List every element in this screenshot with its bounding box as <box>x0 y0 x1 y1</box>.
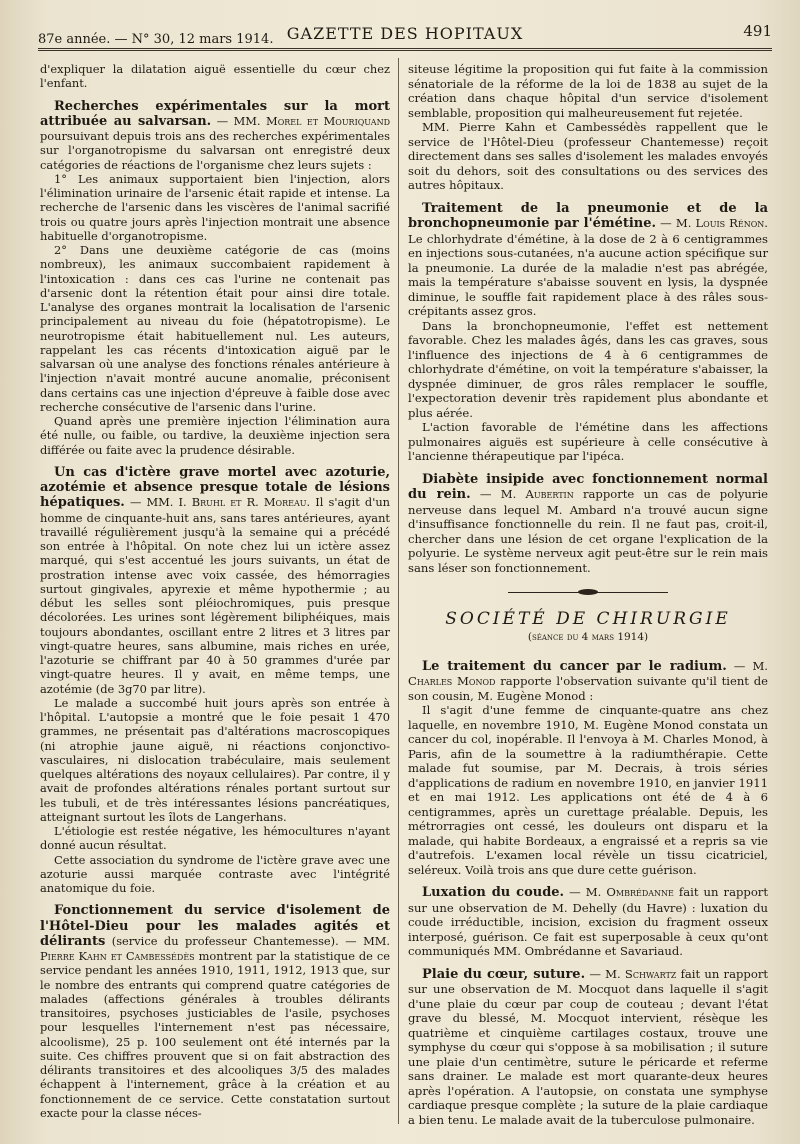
article-paragraph: Quand après une première injection l'élimination aura été nulle, ou faible, ou tardive, la deuxième injection sera différée ou faite avec la prudence désirable. <box>40 414 390 457</box>
article-paragraph: Un cas d'ictère grave mortel avec azoturie, azotémie et absence presque totale de lésions hépatiques. — MM. I. Bruhl et R. Moreau. Il s'agit d'un homme de cinquante-huit ans, sans tares antérieures, ayant travaillé régulièrement jusqu'à la semaine qui a précédé son entrée à l'hôpital. On note chez lui un ictère assez marqué, qui s'est accentué les jours suivants, un état de prostration intense avec voix cassée, des hémorragies surtout gingivales, apyrexie et même hypothermie ; au début les selles sont pléiochromiques, puis presque décolorées. Les urines sont légèrement biliphéiques, mais toujours abondantes, oscillant entre 2 litres et 3 litres par vingt-quatre heures, sans albumine, mais riches en urée, l'azoturie se chiffrant par 40 à 50 grammes d'urée par vingt-quatre heures. Il y avait, en même temps, une azotémie (de 3g70 par litre). <box>40 464 390 696</box>
article-paragraph: 1° Les animaux supportaient bien l'injection, alors l'élimination urinaire de l'arsenic était rapide et intense. La recherche de l'arsenic dans les viscères de l'animal sacrifié trois ou quatre jours après l'injection montrait une absence habituelle d'organotropisme. <box>40 171 390 243</box>
article-text: Le chlorhydrate d'émétine, à la dose de 2 à 6 centigrammes en injections sous-cutanées, n'a aucune action spécifique sur la pneumonie. La durée de la maladie n'est pas abrégée, mais la température s'abaisse souvent en lysis, la dyspnée diminue, le souffle fait rapidement place à des râles sous-crépitants assez gros. <box>408 231 768 318</box>
page-header <box>38 18 772 48</box>
session-date: (séance du 4 mars 1914) <box>527 631 649 643</box>
article-subtitle: (service du professeur Chantemesse). <box>111 933 339 948</box>
article-title: Fonctionnement du service d'isolement de l'Hôtel-Dieu pour les malades agités et délirants <box>40 903 390 949</box>
article-title: Un cas d'ictère grave mortel avec azoturie, azotémie et absence presque totale de lésions hépatiques. <box>40 464 390 511</box>
article-ictere <box>40 465 390 896</box>
article-authors: M. Louis Rénon. <box>675 216 768 230</box>
article-authors: MM. Morel et Mouriquand <box>233 113 390 128</box>
right-column <box>408 62 768 1127</box>
article-paragraph: 2° Dans une deuxième catégorie de cas (moins nombreux), les animaux succombaient rapidement à l'intoxication : dans ces cas l'urine ne contenait pas d'arsenic dont la rétention était pour ainsi dire totale. L'analyse des organes montrait la localisation de l'arsenic principalement au niveau du foie (hépatotropisme). Le neurotropisme était habituellement nul. Les auteurs, rappelant les cas récents d'intoxication aiguë par le salvarsan où une analyse des fonctions rénales antérieure à l'injection n'avait montré aucune anomalie, préconisent dans certains cas une injection d'épreuve à faible dose avec recherche consécutive de l'arsenic dans l'urine. <box>40 243 390 414</box>
article-authors: M. Aubertin <box>500 487 574 501</box>
article-paragraph: Recherches expérimentales sur la mort attribuée au salvarsan. — MM. Morel et Mouriquand poursuivant depuis trois ans des recherches expérimentales sur l'organotropisme du salvarsan ont enregistré deux catégories de réactions de l'organisme chez leurs sujets : <box>40 98 390 172</box>
article-authors: M. Charles Monod <box>408 658 768 688</box>
article-authors: MM. Pierre Kahn et Cambessédès <box>40 933 391 963</box>
article-text: poursuivant depuis trois ans des recherches expérimentales sur l'organotropisme du salvarsan ont enregistré deux catégories de réactions de l'organisme chez leurs sujets : <box>40 129 390 172</box>
article-paragraph: Fonctionnement du service d'isolement de l'Hôtel-Dieu pour les malades agités et délirants (service du professeur Chantemesse). — MM. Pierre Kahn et Cambessédès montrent par la statistique de ce service pendant les années 1910, 1911, 1912, 1913 que, sur le nombre des entrants qui comprend quatre catégories de malades (affections générales à troubles délirants transitoires, psychoses justiciables de l'asile, psychoses pour lesquelles l'internement n'est pas nécessaire, alcoolisme), 25 p. 100 seulement ont été internés par la suite. Ces chiffres prouvent que si on fait abstraction des délirants transitoires et des alcooliques 3/5 des malades échappent à l'internement, grâce à la création et au fonctionnement de ce service. Cette constatation surtout exacte pour la classe néces- <box>40 903 391 1120</box>
article-diabete <box>408 472 768 576</box>
article-title: Le traitement du cancer par le radium. <box>422 658 727 674</box>
article-plaie-coeur <box>408 967 768 1128</box>
journal-title: GAZETTE DES HOPITAUX <box>286 24 524 43</box>
header-rule <box>38 48 772 49</box>
article-paragraph: Dans la bronchopneumonie, l'effet est nettement favorable. Chez les malades âgés, dans les cas graves, sous l'influence des injections de 4 à 6 centigrammes de chlorhydrate d'émétine, on voit la température s'abaisser, la dyspnée diminuer, de gros râles remplacer le souffle, l'expectoration devenir très rapidement plus abondante et plus aérée. <box>408 318 768 420</box>
column-divider <box>398 58 399 1124</box>
article-paragraph: L'action favorable de l'émétine dans les affections pulmonaires aiguës est supérieure à celle consécutive à l'ancienne thérapeutique par l'ipéca. <box>408 420 768 463</box>
article-text: Il s'agit d'un homme de cinquante-huit ans, sans tares antérieures, ayant travaillé régulièrement jusqu'à la semaine qui a précédé son entrée à l'hôpital. On note chez lui un ictère assez marqué, qui s'est accentué les jours suivants, un état de prostration intense avec voix cassée, des hémorragies surtout gingivales, apyrexie et même hypothermie ; au début les selles sont pléiochromiques, puis presque décolorées. Les urines sont légèrement biliphéiques, mais toujours abondantes, oscillant entre 2 litres et 3 litres par vingt-quatre heures, sans albumine, mais riches en urée, l'azoturie se chiffrant par 40 à 50 grammes d'urée par vingt-quatre heures. Il y avait, en même temps, une azotémie (de 3g70 par litre). <box>40 495 390 696</box>
article-coude <box>408 885 768 959</box>
article-text: montrent par la statistique de ce service pendant les années 1910, 1911, 1912, 1913 que, sur le nombre des entrants qui comprend quatre catégories de malades (affections générales à troubles délirants transitoires, psychoses justiciables de l'asile, psychoses pour lesquelles l'internement n'est pas nécessaire, alcoolisme), 25 p. 100 seulement ont été internés par la suite. Ces chiffres prouvent que si on fait abstraction des délirants transitoires et des alcooliques 3/5 des malades échappent à l'internement, grâce à la création et au fonctionnement de ce service. Cette constatation surtout exacte pour la classe néces- <box>40 949 390 1120</box>
header-rule-double <box>38 50 772 51</box>
article-authors: M. Schwartz <box>605 966 677 981</box>
article-paragraph: Diabète insipide avec fonctionnement normal du rein. — M. Aubertin rapporte un cas de polyurie nerveuse dans lequel M. Ambard n'a trouvé aucun signe d'insuffisance fonctionnelle du rein. Il ne faut pas, croit-il, chercher dans une lésion de cet organe l'explication de la polyurie. Le système nerveux agit peut-être sur le rein mais sans léser son fonctionnement. <box>408 471 769 575</box>
article-text: fait un rapport sur une observation de M. Mocquot dans laquelle il s'agit d'une plaie du cœur par coup de couteau ; devant l'état grave du blessé, M. Mocquot intervient, résèque les quatrième et cinquième cartilages costaux, trouve une symphyse du cœur qui s'oppose à sa mobilisation ; il suture une plaie d'un centimètre, suture le péricarde et referme sans drainer. Le malade est mort quarante-deux heures après l'opération. A l'autopsie, on constata une symphyse cardiaque presque complète ; la suture de la plaie cardiaque a bien tenu. Le malade avait de la tuberculose pulmonaire. <box>408 966 769 1127</box>
issue-info: 87e année. — N° 30, 12 mars 1914. <box>38 32 274 47</box>
article-paragraph: Le malade a succombé huit jours après son entrée à l'hôpital. L'autopsie a montré que le foie pesait 1 470 grammes, ne présentait pas d'altérations macroscopiques (ni atrophie jaune aiguë, ni réactions conjonctivo-vasculaires, ni dislocation trabéculaire, mais seulement quelques altérations des noyaux cellulaires). Par contre, il y avait de profondes altérations rénales portant surtout sur les tubuli, et de très intéressantes lésions pancréatiques, atteignant surtout les îlots de Langerhans. <box>40 695 390 824</box>
left-column <box>40 62 390 1120</box>
article-authors: MM. I. Bruhl et R. Moreau. <box>146 495 311 510</box>
article-title: Diabète insipide avec fonctionnement normal du rein. <box>408 471 768 502</box>
article-radium <box>408 659 768 878</box>
continuation-paragraph: d'expliquer la dilatation aiguë essentielle du cœur chez l'enfant. <box>40 62 390 91</box>
continuation-paragraph: siteuse légitime la proposition qui fut faite à la commission sénatoriale de la réforme de la loi de 1838 au sujet de la création dans chaque hôpital d'un service d'isolement semblable, proposition qui malheureusement fut rejetée. <box>408 62 768 120</box>
article-paragraph: Luxation du coude. — M. Ombrédanne fait un rapport sur une observation de M. Dehelly (du Havre) : luxation du coude irréductible, incision, excision du fragment osseux interposé, guérison. Ce fait est superposable à ceux qu'ont communiqués MM. Ombrédanne et Savariaud. <box>408 885 769 958</box>
article-authors: M. Ombrédanne <box>585 885 674 899</box>
article-title: Traitement de la pneumonie et de la bronchopneumonie par l'émétine. <box>408 200 768 231</box>
article-paragraph: Traitement de la pneumonie et de la bronchopneumonie par l'émétine. — M. Louis Rénon. Le chlorhydrate d'émétine, à la dose de 2 à 6 centigrammes en injections sous-cutanées, n'a aucune action spécifique sur la pneumonie. La durée de la maladie n'est pas abrégée, mais la température s'abaisse souvent en lysis, la dyspnée diminue, le souffle fait rapidement place à des râles sous-crépitants assez gros. <box>408 200 768 318</box>
article-paragraph: MM. Pierre Kahn et Cambessédès rappellent que le service de l'Hôtel-Dieu (professeur Chantemesse) reçoit directement dans ses salles d'isolement les malades envoyés soit du dehors, soit des consultations ou des services des autres hôpitaux. <box>408 120 768 192</box>
article-paragraph: Cette association du syndrome de l'ictère grave avec une azoturie aussi marquée contraste avec l'intégrité anatomique du foie. <box>40 852 390 895</box>
article-emetine <box>408 201 768 464</box>
article-isolement <box>40 903 390 1120</box>
article-paragraph: Il s'agit d'une femme de cinquante-quatre ans chez laquelle, en novembre 1910, M. Eugène Monod constata un cancer du col, inopérable. Il l'envoya à M. Charles Monod, à Paris, afin de la soumettre à la radiumthérapie. Cette malade fut soumise, par M. Decrais, à trois séries d'applications de radium en novembre 1910, en janvier 1911 et en mai 1912. Les applications ont été de 4 à 6 centigrammes, après un curettage préalable. Depuis, les métrorragies ont cessé, les douleurs ont disparu et la malade, qui habite Bordeaux, a engraissé et a repris sa vie d'autrefois. L'examen local révèle un tissu cicatriciel, seléreux. Voilà trois ans que dure cette guérison. <box>408 703 768 877</box>
article-paragraph: L'étiologie est restée négative, les hémocultures n'ayant donné aucun résultat. <box>40 824 390 853</box>
article-text: rapporte un cas de polyurie nerveuse dans lequel M. Ambard n'a trouvé aucun signe d'insuffisance fonctionnelle du rein. Il ne faut pas, croit-il, chercher dans une lésion de cet organe l'explication de la polyurie. Le système nerveux agit peut-être sur le rein mais sans léser son fonctionnement. <box>408 487 769 575</box>
article-salvarsan <box>40 99 390 457</box>
page-number: 491 <box>743 22 772 40</box>
article-title: Plaie du cœur, suture. <box>422 966 586 982</box>
society-title: SOCIÉTÉ DE CHIRURGIE <box>445 608 731 629</box>
article-title: Recherches expérimentales sur la mort attribuée au salvarsan. <box>40 98 390 129</box>
article-paragraph: Le traitement du cancer par le radium. — M. Charles Monod rapporte l'observation suivante qu'il tient de son cousin, M. Eugène Monod : <box>408 658 768 703</box>
article-text: fait un rapport sur une observation de M. Dehelly (du Havre) : luxation du coude irréductible, incision, excision du fragment osseux interposé, guérison. Ce fait est superposable à ceux qu'ont communiqués MM. Ombrédanne et Savariaud. <box>408 885 769 958</box>
section-separator <box>408 585 768 600</box>
article-paragraph: Plaie du cœur, suture. — M. Schwartz fait un rapport sur une observation de M. Mocquot dans laquelle il s'agit d'une plaie du cœur par coup de couteau ; devant l'état grave du blessé, M. Mocquot intervient, résèque les quatrième et cinquième cartilages costaux, trouve une symphyse du cœur qui s'oppose à sa mobilisation ; il suture une plaie d'un centimètre, suture le péricarde et referme sans drainer. Le malade est mort quarante-deux heures après l'opération. A l'autopsie, on constata une symphyse cardiaque presque complète ; la suture de la plaie cardiaque a bien tenu. Le malade avait de la tuberculose pulmonaire. <box>408 966 769 1127</box>
article-title: Luxation du coude. <box>422 885 565 900</box>
article-text: rapporte l'observation suivante qu'il tient de son cousin, M. Eugène Monod : <box>408 674 768 703</box>
